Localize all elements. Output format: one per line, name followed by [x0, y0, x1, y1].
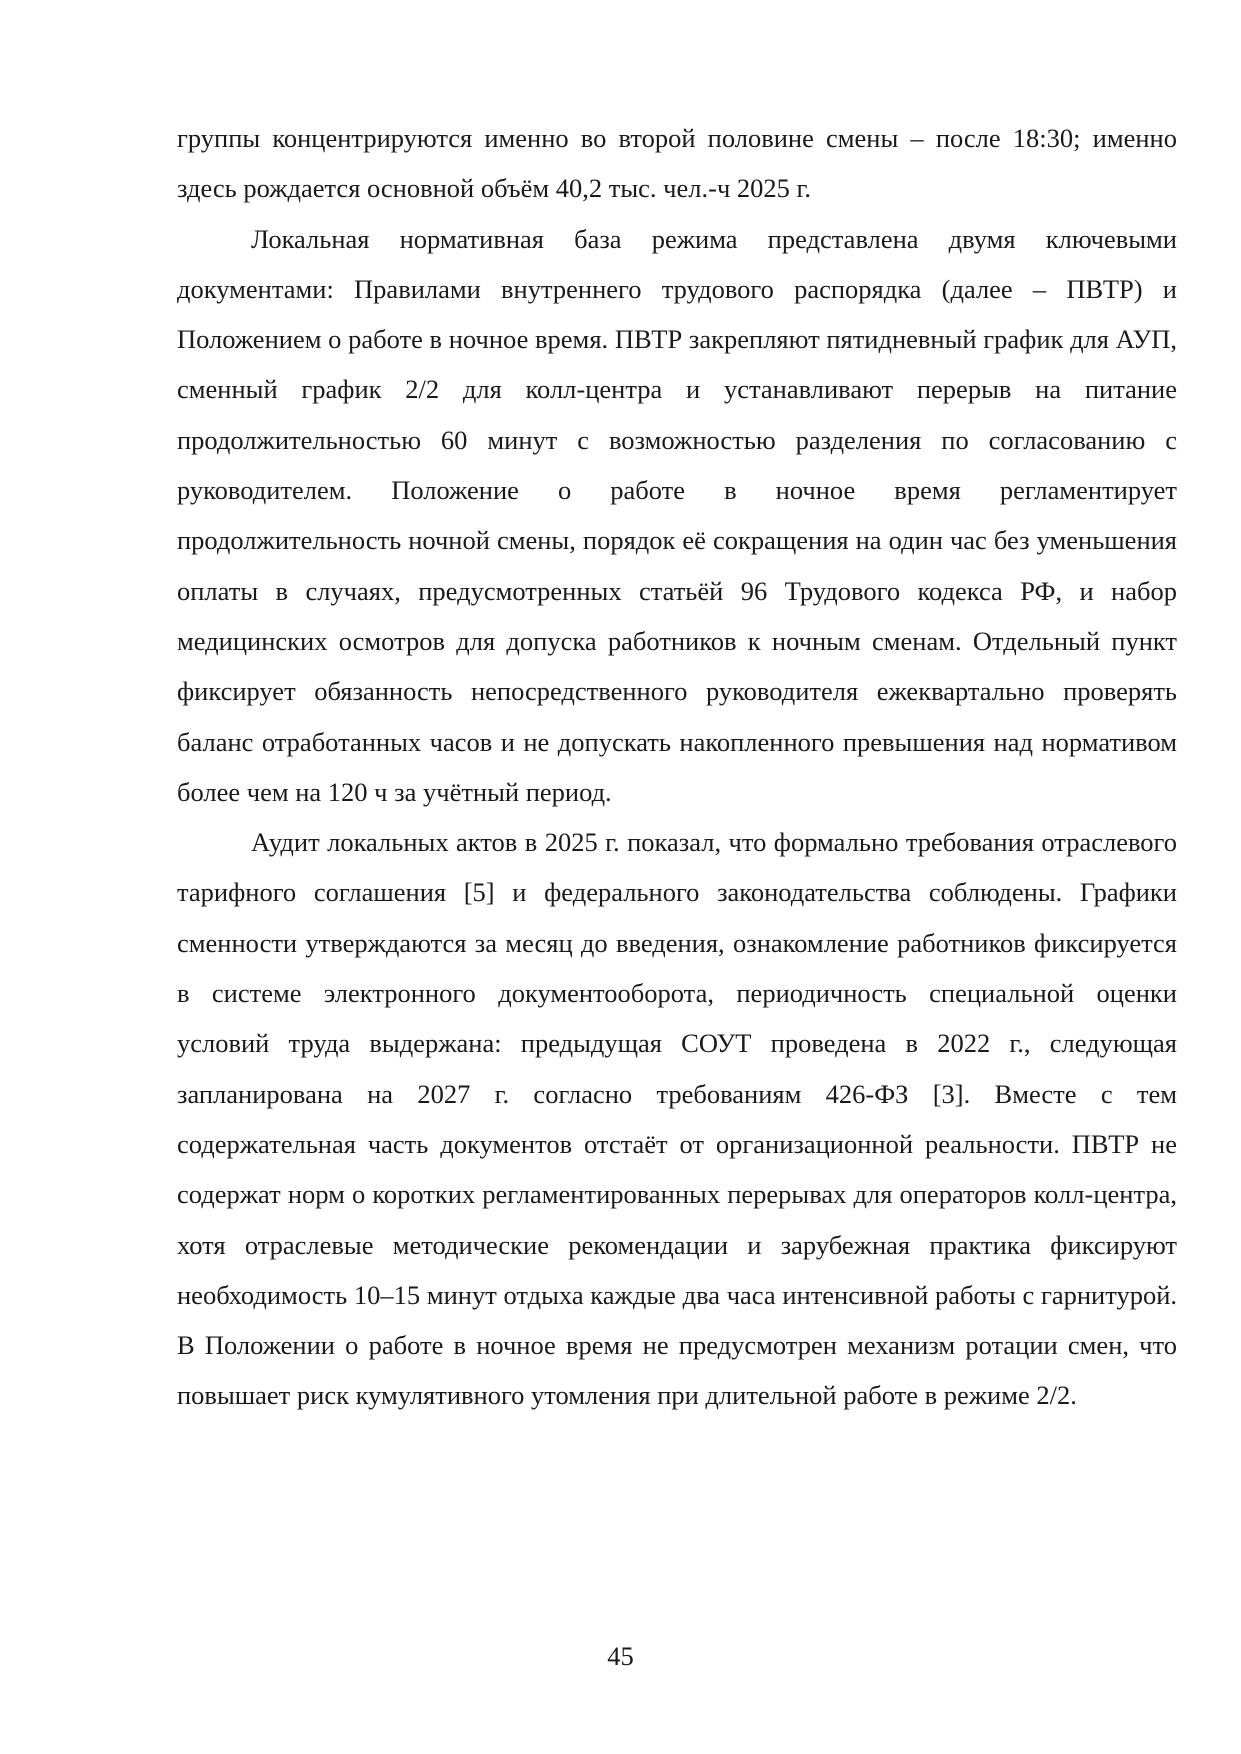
paragraph-audit: Аудит локальных актов в 2025 г. показал, что формально требования отраслевого тарифного соглашения [5] и федерального законодательства соблюдены. Графики сменности утверждаются за месяц до введения, ознакомление работников фиксируется в системе электронного документооборота, периодичность специальной оценки условий труда выдержана: предыдущая СОУТ проведена в 2022 г., следующая запланирована на 2027 г. согласно требованиям 426-ФЗ [3]. Вместе с тем содержательная часть документов отстаёт от организационной реальности. ПВТР не содержат норм о коротких регламентированных перерывах для операторов колл-центра, хотя отраслевые методические рекомендации и зарубежная практика фиксируют необходимость 10–15 минут отдыха каждые два часа интенсивной работы с гарнитурой. В Положении о работе в ночное время не предусмотрен механизм ротации смен, что повышает риск кумулятивного утомления при длительной работе в режиме 2/2.	[177, 827, 1177, 1411]
page-number: 45	[607, 1641, 634, 1671]
paragraph-local-regulations: Локальная нормативная база режима представлена двумя ключевыми документами: Правилами внутреннего трудового распорядка (далее – ПВТР) и Положением о работе в ночное время. ПВТР закрепляют пятидневный график для АУП, сменный график 2/2 для колл-центра и устанавливают перерыв на питание продолжительностью 60 минут с возможностью разделения по согласованию с руководителем. Положение о работе в ночное время регламентирует продолжительность ночной смены, порядок её сокращения на один час без уменьшения оплаты в случаях, предусмотренных статьёй 96 Трудового кодекса РФ, и набор медицинских осмотров для допуска работников к ночным сменам. Отдельный пункт фиксирует обязанность непосредственного руководителя ежеквартально проверять баланс отработанных часов и не допускать накопленного превышения над нормативом более чем на 120 ч за учётный период.	[177, 223, 1177, 807]
body-text	[177, 113, 1177, 1421]
paragraph-continuation: группы концентрируются именно во второй половине смены – после 18:30; именно здесь рождается основной объём 40,2 тыс. чел.-ч 2025 г.	[177, 123, 1177, 204]
